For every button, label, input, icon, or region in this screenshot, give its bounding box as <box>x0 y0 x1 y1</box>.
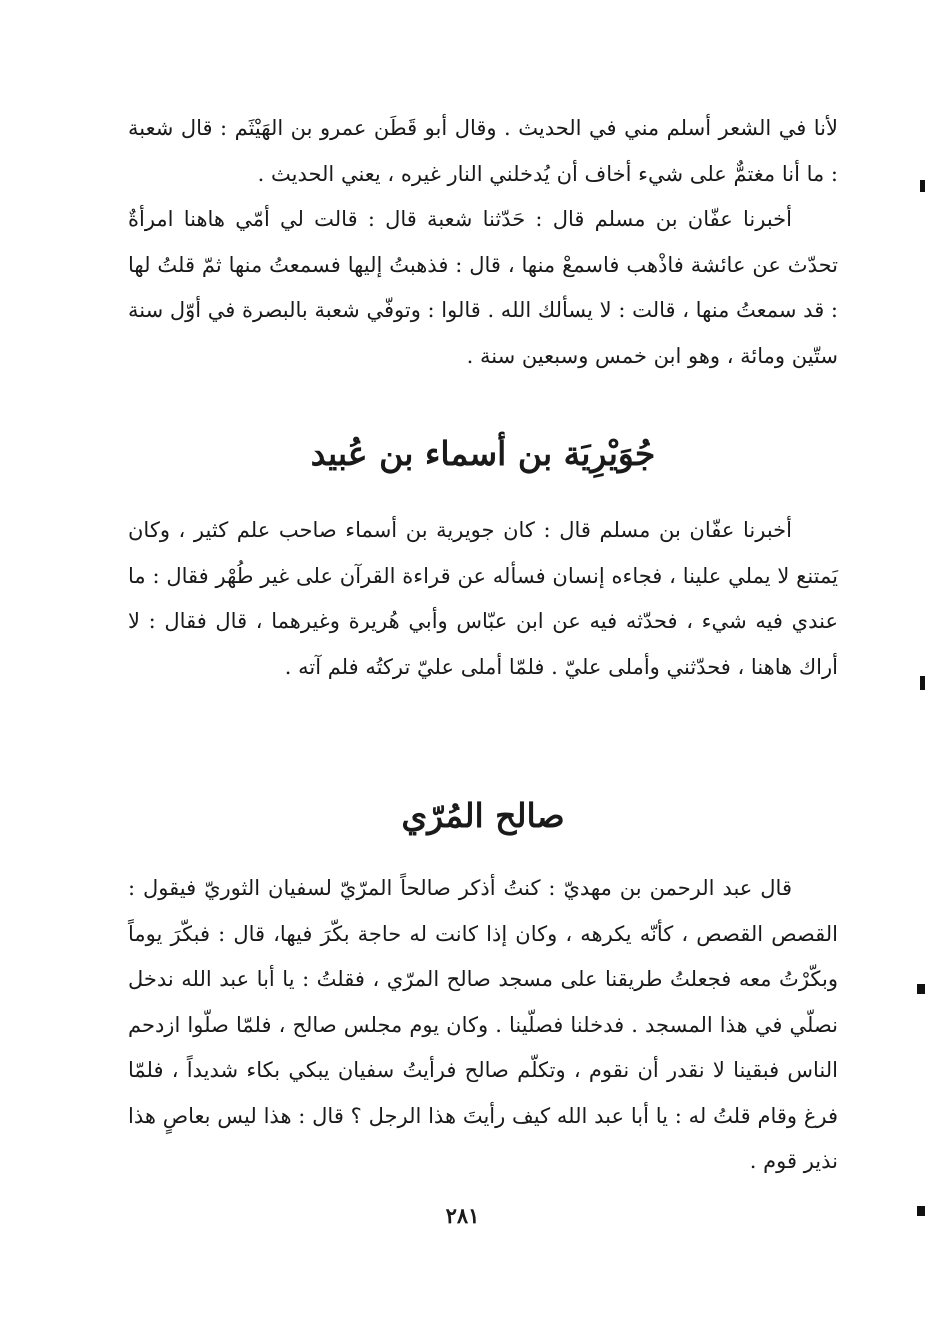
intro-text <box>128 106 838 379</box>
scan-edge-mark <box>917 1206 925 1216</box>
section-heading-juwayriya: جُوَيْرِيَة بن أسماء بن عُبيد <box>310 434 656 473</box>
intro-paragraph-1: لأنا في الشعر أسلم مني في الحديث . وقال أبو قَطَن عمرو بن الهَيْثَم : قال شعبة : ما أنا مغتمٌّ على شيء أخاف أن يُدخلني النار غيره ، يعني الحديث . <box>128 116 838 186</box>
scan-edge-mark <box>920 676 925 690</box>
juwayriya-paragraph-1: أخبرنا عفّان بن مسلم قال : كان جويرية بن أسماء صاحب علم كثير ، وكان يَمتنع لا يملي علينا ، فجاءه إنسان فسأله عن قراءة القرآن على غير طُهْر فقال : ما عندي فيه شيء ، فحدّثه فيه عن ابن عبّاس وأبي هُريرة وغيرهما ، قال فقال : لا أراك هاهنا ، فحدّثني وأملى عليّ . فلمّا أملى عليّ تركتُه فلم آته . <box>128 518 838 679</box>
section-text-juwayriya <box>128 508 838 690</box>
salih-paragraph-1: قال عبد الرحمن بن مهديّ : كنتُ أذكر صالحاً المرّيّ لسفيان الثوريّ فيقول : القصص القصص ، كأنّه يكرهه ، وكان إذا كانت له حاجة بكّرَ فيها، قال : فبكّرَ يوماً وبكّرْتُ معه فجعلتُ طريقنا على مسجد صالح المرّي ، فقلتُ : يا أبا عبد الله ندخل نصلّي في هذا المسجد . فدخلنا فصلّينا . وكان يوم مجلس صالح ، فلمّا صلّوا ازدحم الناس فبقينا لا نقدر أن نقوم ، وتكلّم صالح فرأيتُ سفيان يبكي بكاء شديداً ، فلمّا فرغ وقام قلتُ له : يا أبا عبد الله كيف رأيتَ هذا الرجل ؟ قال : هذا ليس بعاصٍ هذا نذير قوم . <box>128 876 838 1173</box>
scan-edge-mark <box>917 984 925 994</box>
scan-edge-mark <box>920 180 925 192</box>
intro-paragraph-2: أخبرنا عفّان بن مسلم قال : حَدّثنا شعبة قال : قالت لي أمّي هاهنا امرأةٌ تحدّث عن عائشة فاذْهب فاسمعْ منها ، قال : فذهبتُ إليها فسمعتُ منها ثمّ قلتُ لها : قد سمعتُ منها ، قالت : لا يسألك الله . قالوا : وتوفّي شعبة بالبصرة في أوّل سنة ستّين ومائة ، وهو ابن خمس وسبعين سنة . <box>128 207 838 368</box>
section-text-salih <box>128 866 838 1185</box>
page-number: ٢٨١ <box>445 1203 480 1228</box>
section-heading-salih: صالح المُرّي <box>401 796 565 835</box>
